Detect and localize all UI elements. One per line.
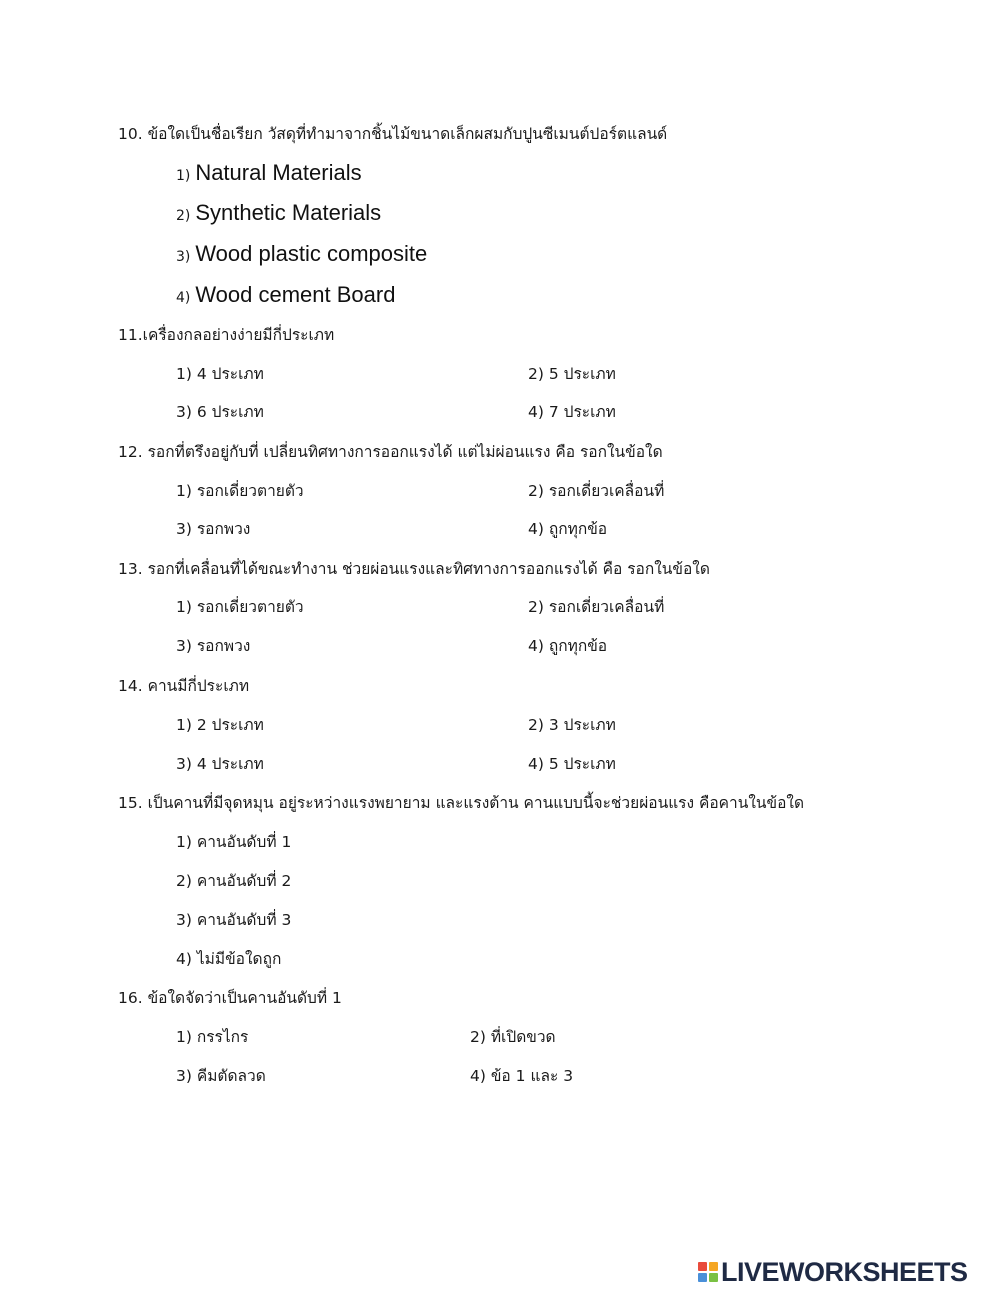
liveworksheets-logo — [698, 1252, 968, 1292]
q14-option-3: 3) 4 ประเภท — [176, 755, 264, 773]
logo-square-icon — [709, 1273, 718, 1282]
question-16: 16. ข้อใดจัดว่าเป็นคานอันดับที่ 1 — [118, 989, 342, 1007]
logo-square-icon — [698, 1273, 707, 1282]
q10-option-1: 1) Natural Materials — [176, 160, 362, 185]
q15-option-2: 2) คานอันดับที่ 2 — [176, 872, 292, 890]
logo-text: LIVEWORKSHEETS — [721, 1256, 968, 1287]
q15-option-4: 4) ไม่มีข้อใดถูก — [176, 950, 282, 968]
q12-option-1: 1) รอกเดี่ยวตายตัว — [176, 482, 304, 500]
q16-option-3: 3) คีมตัดลวด — [176, 1067, 266, 1085]
q10-option-4: 4) Wood cement Board — [176, 282, 396, 307]
q13-option-4: 4) ถูกทุกข้อ — [528, 637, 608, 655]
question-14: 14. คานมีกี่ประเภท — [118, 677, 250, 695]
q11-option-2: 2) 5 ประเภท — [528, 365, 616, 383]
q15-option-1: 1) คานอันดับที่ 1 — [176, 833, 292, 851]
q11-option-3: 3) 6 ประเภท — [176, 403, 264, 421]
question-12: 12. รอกที่ตรึงอยู่กับที่ เปลี่ยนทิศทางการออกแรงได้ แต่ไม่ผ่อนแรง คือ รอกในข้อใด — [118, 443, 663, 461]
q12-option-3: 3) รอกพวง — [176, 520, 251, 538]
question-13: 13. รอกที่เคลื่อนที่ได้ขณะทำงาน ช่วยผ่อนแรงและทิศทางการออกแรงได้ คือ รอกในข้อใด — [118, 560, 710, 578]
q14-option-4: 4) 5 ประเภท — [528, 755, 616, 773]
q14-option-2: 2) 3 ประเภท — [528, 716, 616, 734]
logo-square-icon — [709, 1262, 718, 1271]
q10-option-2: 2) Synthetic Materials — [176, 200, 382, 225]
q12-option-4: 4) ถูกทุกข้อ — [528, 520, 608, 538]
q13-option-1: 1) รอกเดี่ยวตายตัว — [176, 598, 304, 616]
q16-option-2: 2) ที่เปิดขวด — [470, 1028, 556, 1046]
q13-option-3: 3) รอกพวง — [176, 637, 251, 655]
q16-option-4: 4) ข้อ 1 และ 3 — [470, 1067, 574, 1085]
question-10: 10. ข้อใดเป็นชื่อเรียก วัสดุที่ทำมาจากชิ้นไม้ขนาดเล็กผสมกับปูนซีเมนต์ปอร์ตแลนด์ — [118, 125, 668, 143]
q12-option-2: 2) รอกเดี่ยวเคลื่อนที่ — [528, 482, 665, 500]
q10-option-3: 3) Wood plastic composite — [176, 241, 428, 266]
logo-square-icon — [698, 1262, 707, 1271]
q16-option-1: 1) กรรไกร — [176, 1028, 249, 1046]
question-11: 11.เครื่องกลอย่างง่ายมีกี่ประเภท — [118, 326, 335, 344]
question-15: 15. เป็นคานที่มีจุดหมุน อยู่ระหว่างแรงพยายาม และแรงต้าน คานแบบนี้จะช่วยผ่อนแรง คือคานในข้อใด — [118, 794, 805, 812]
q11-option-1: 1) 4 ประเภท — [176, 365, 264, 383]
q13-option-2: 2) รอกเดี่ยวเคลื่อนที่ — [528, 598, 665, 616]
logo-mark-icon — [698, 1262, 718, 1282]
q14-option-1: 1) 2 ประเภท — [176, 716, 264, 734]
q15-option-3: 3) คานอันดับที่ 3 — [176, 911, 292, 929]
q11-option-4: 4) 7 ประเภท — [528, 403, 616, 421]
